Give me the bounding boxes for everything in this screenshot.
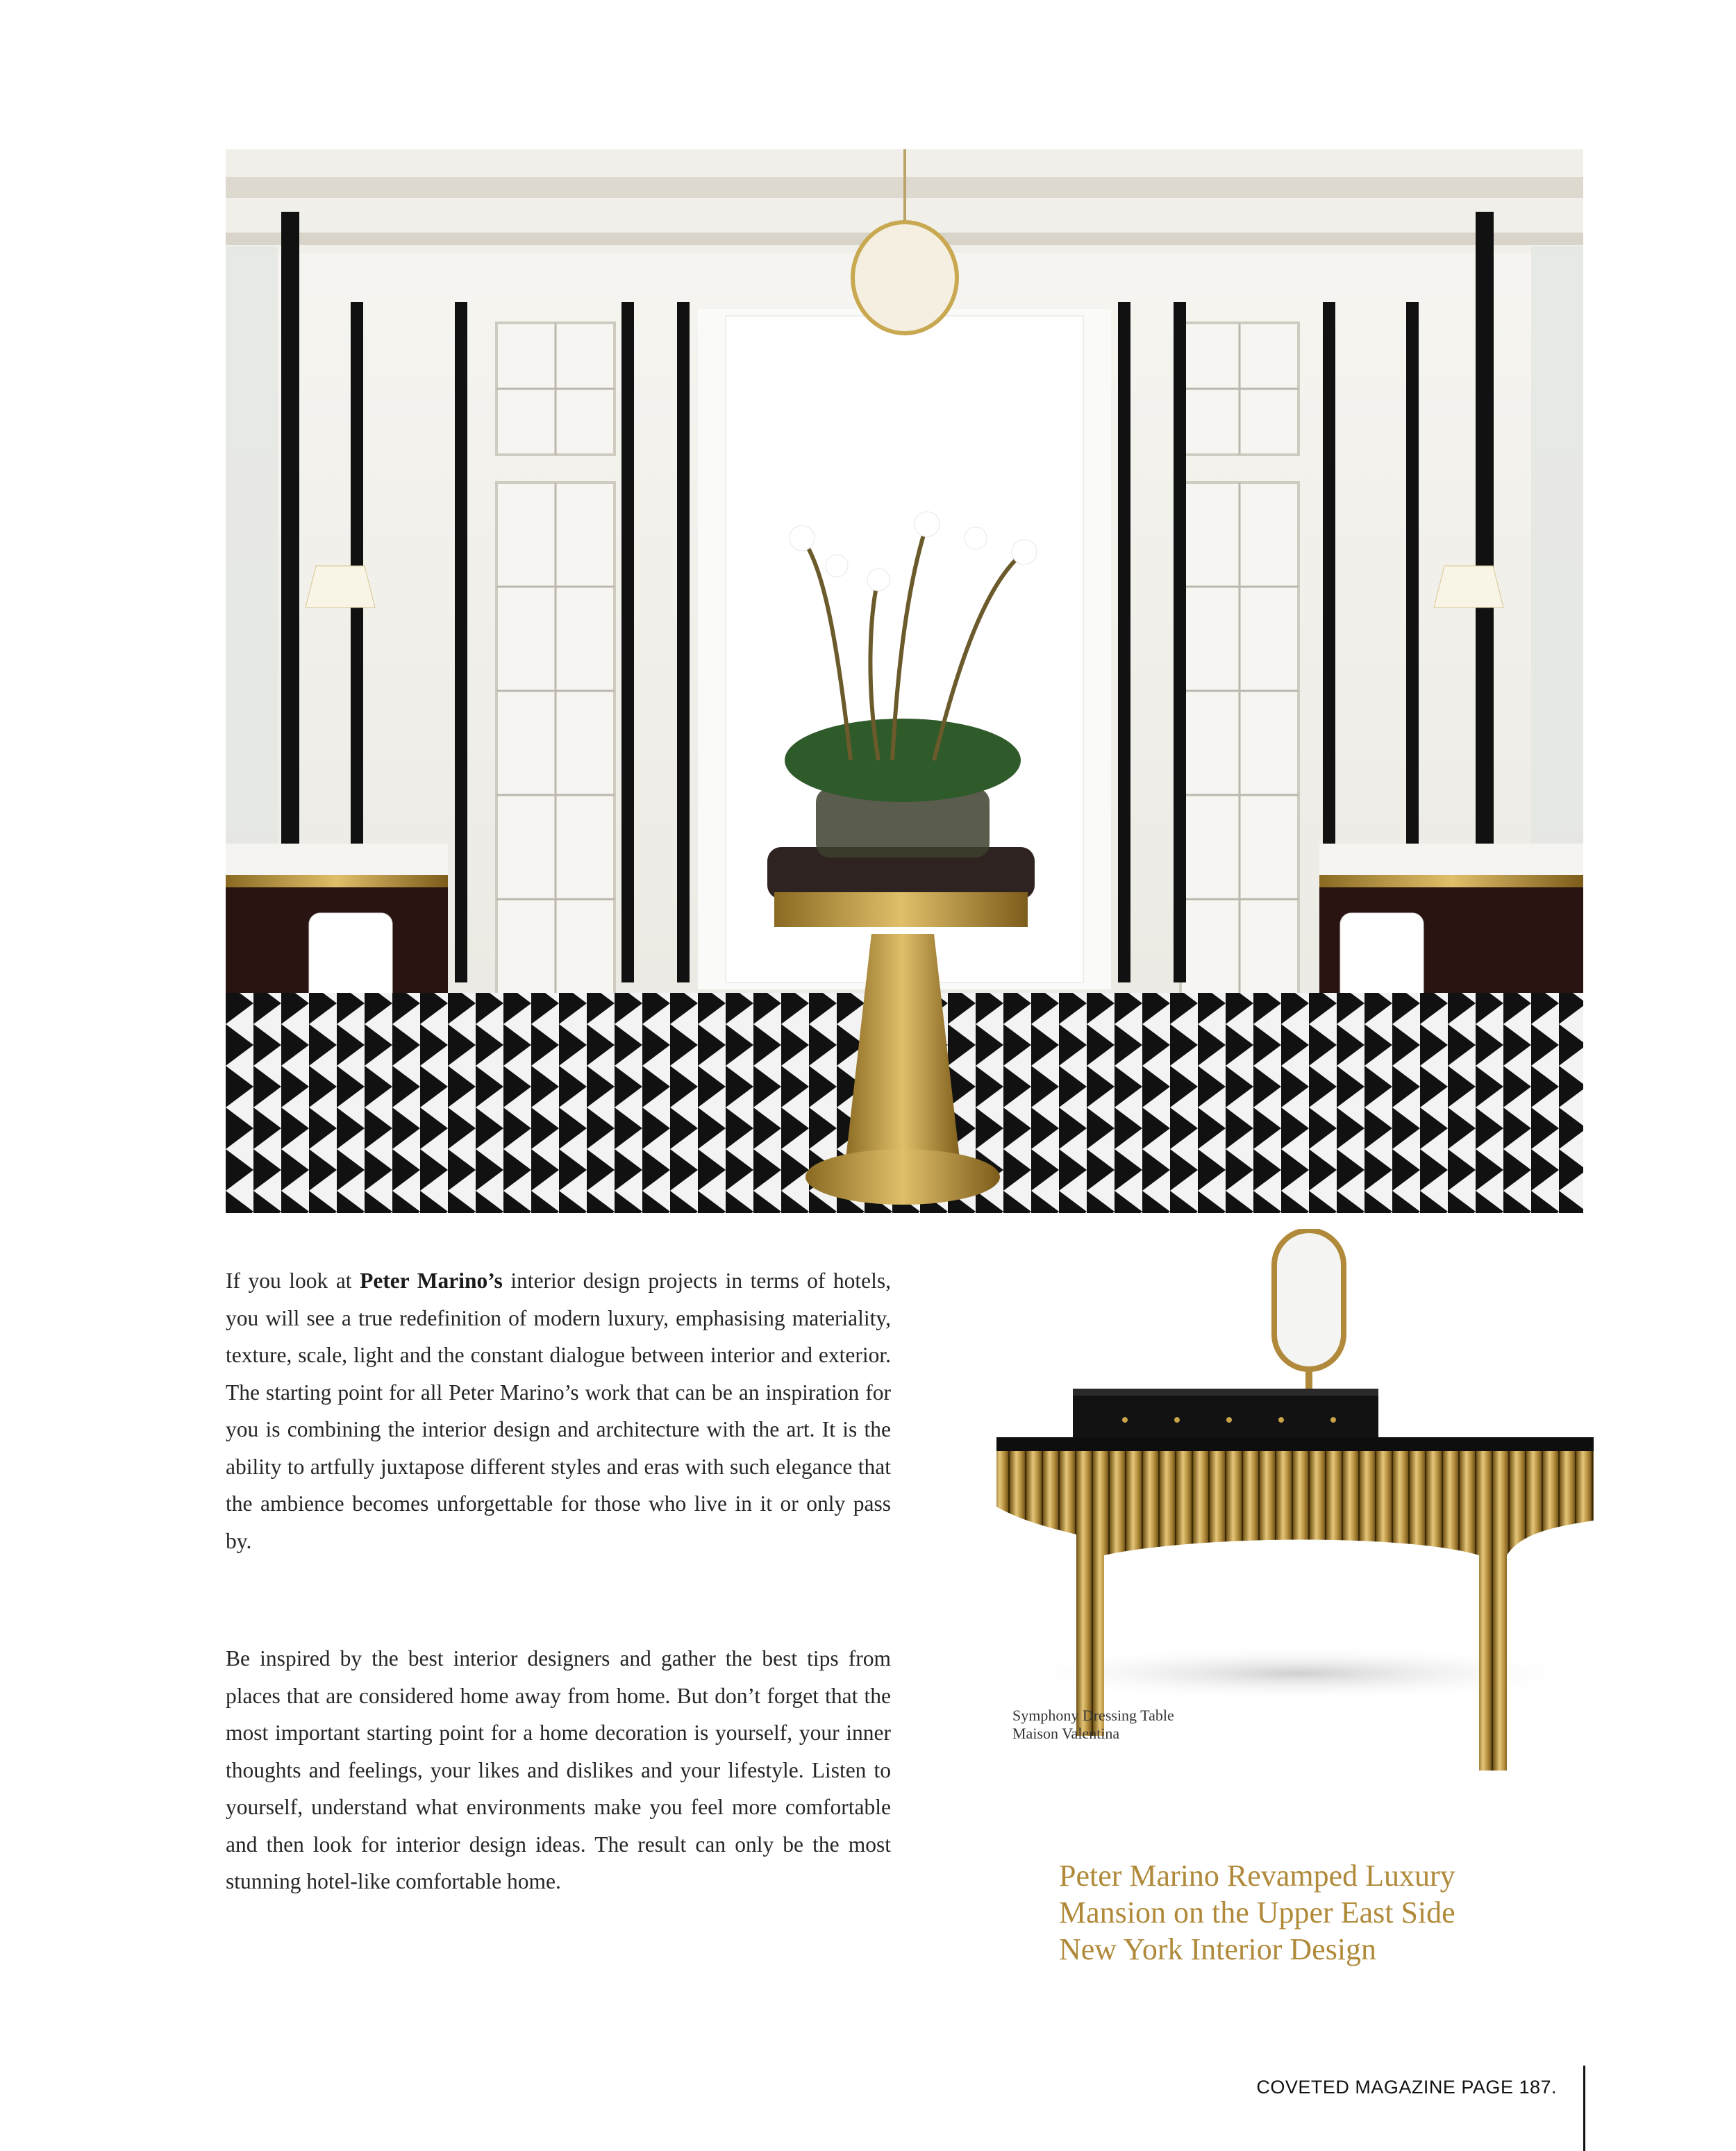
designer-name: Peter Marino’s [360,1269,503,1293]
caption-brand-name: Maison Valentina [1012,1725,1120,1742]
footer-divider [1583,2066,1585,2151]
headline-line-3: New York Interior Design [1059,1932,1377,1966]
product-caption [1012,1707,1290,1743]
headline-line-1: Peter Marino Revamped Luxury [1059,1859,1455,1893]
related-article-headline[interactable] [1059,1857,1545,1968]
article-paragraph-1 [226,1262,891,1559]
headline-line-2: Mansion on the Upper East Side [1059,1895,1455,1930]
paragraph-1-lead: If you look at [226,1269,360,1293]
caption-product-name: Symphony Dressing Table [1012,1707,1174,1724]
paragraph-1-rest: interior design projects in terms of hotels, you will see a true redefinition of modern luxury, emphasising materiality, texture, scale, light and the constant dialogue between interior and exterior. The starting point for all Peter Marino’s work that can be an inspiration for you is combining the interior design and architecture with the art. It is the ability to artfully juxtapose different styles and eras with such elegance that the ambience becomes unforgettable for those who live in it or only pass by. [226,1269,892,1553]
page-number-footer: COVETED MAGAZINE PAGE 187. [1256,2077,1557,2098]
article-paragraph-2: Be inspired by the best interior designers and gather the best tips from places that are considered home away from home. But don’t forget that the most important starting point for a home decoration is yourself, your inner thoughts and feelings, your likes and dislikes and your lifestyle. Listen to yourself, understand what environments make you feel more comfortable and then look for interior design ideas. The result can only be the most stunning hotel-like comfortable home. [226,1646,891,1893]
hero-photo-bathroom [226,149,1583,1213]
